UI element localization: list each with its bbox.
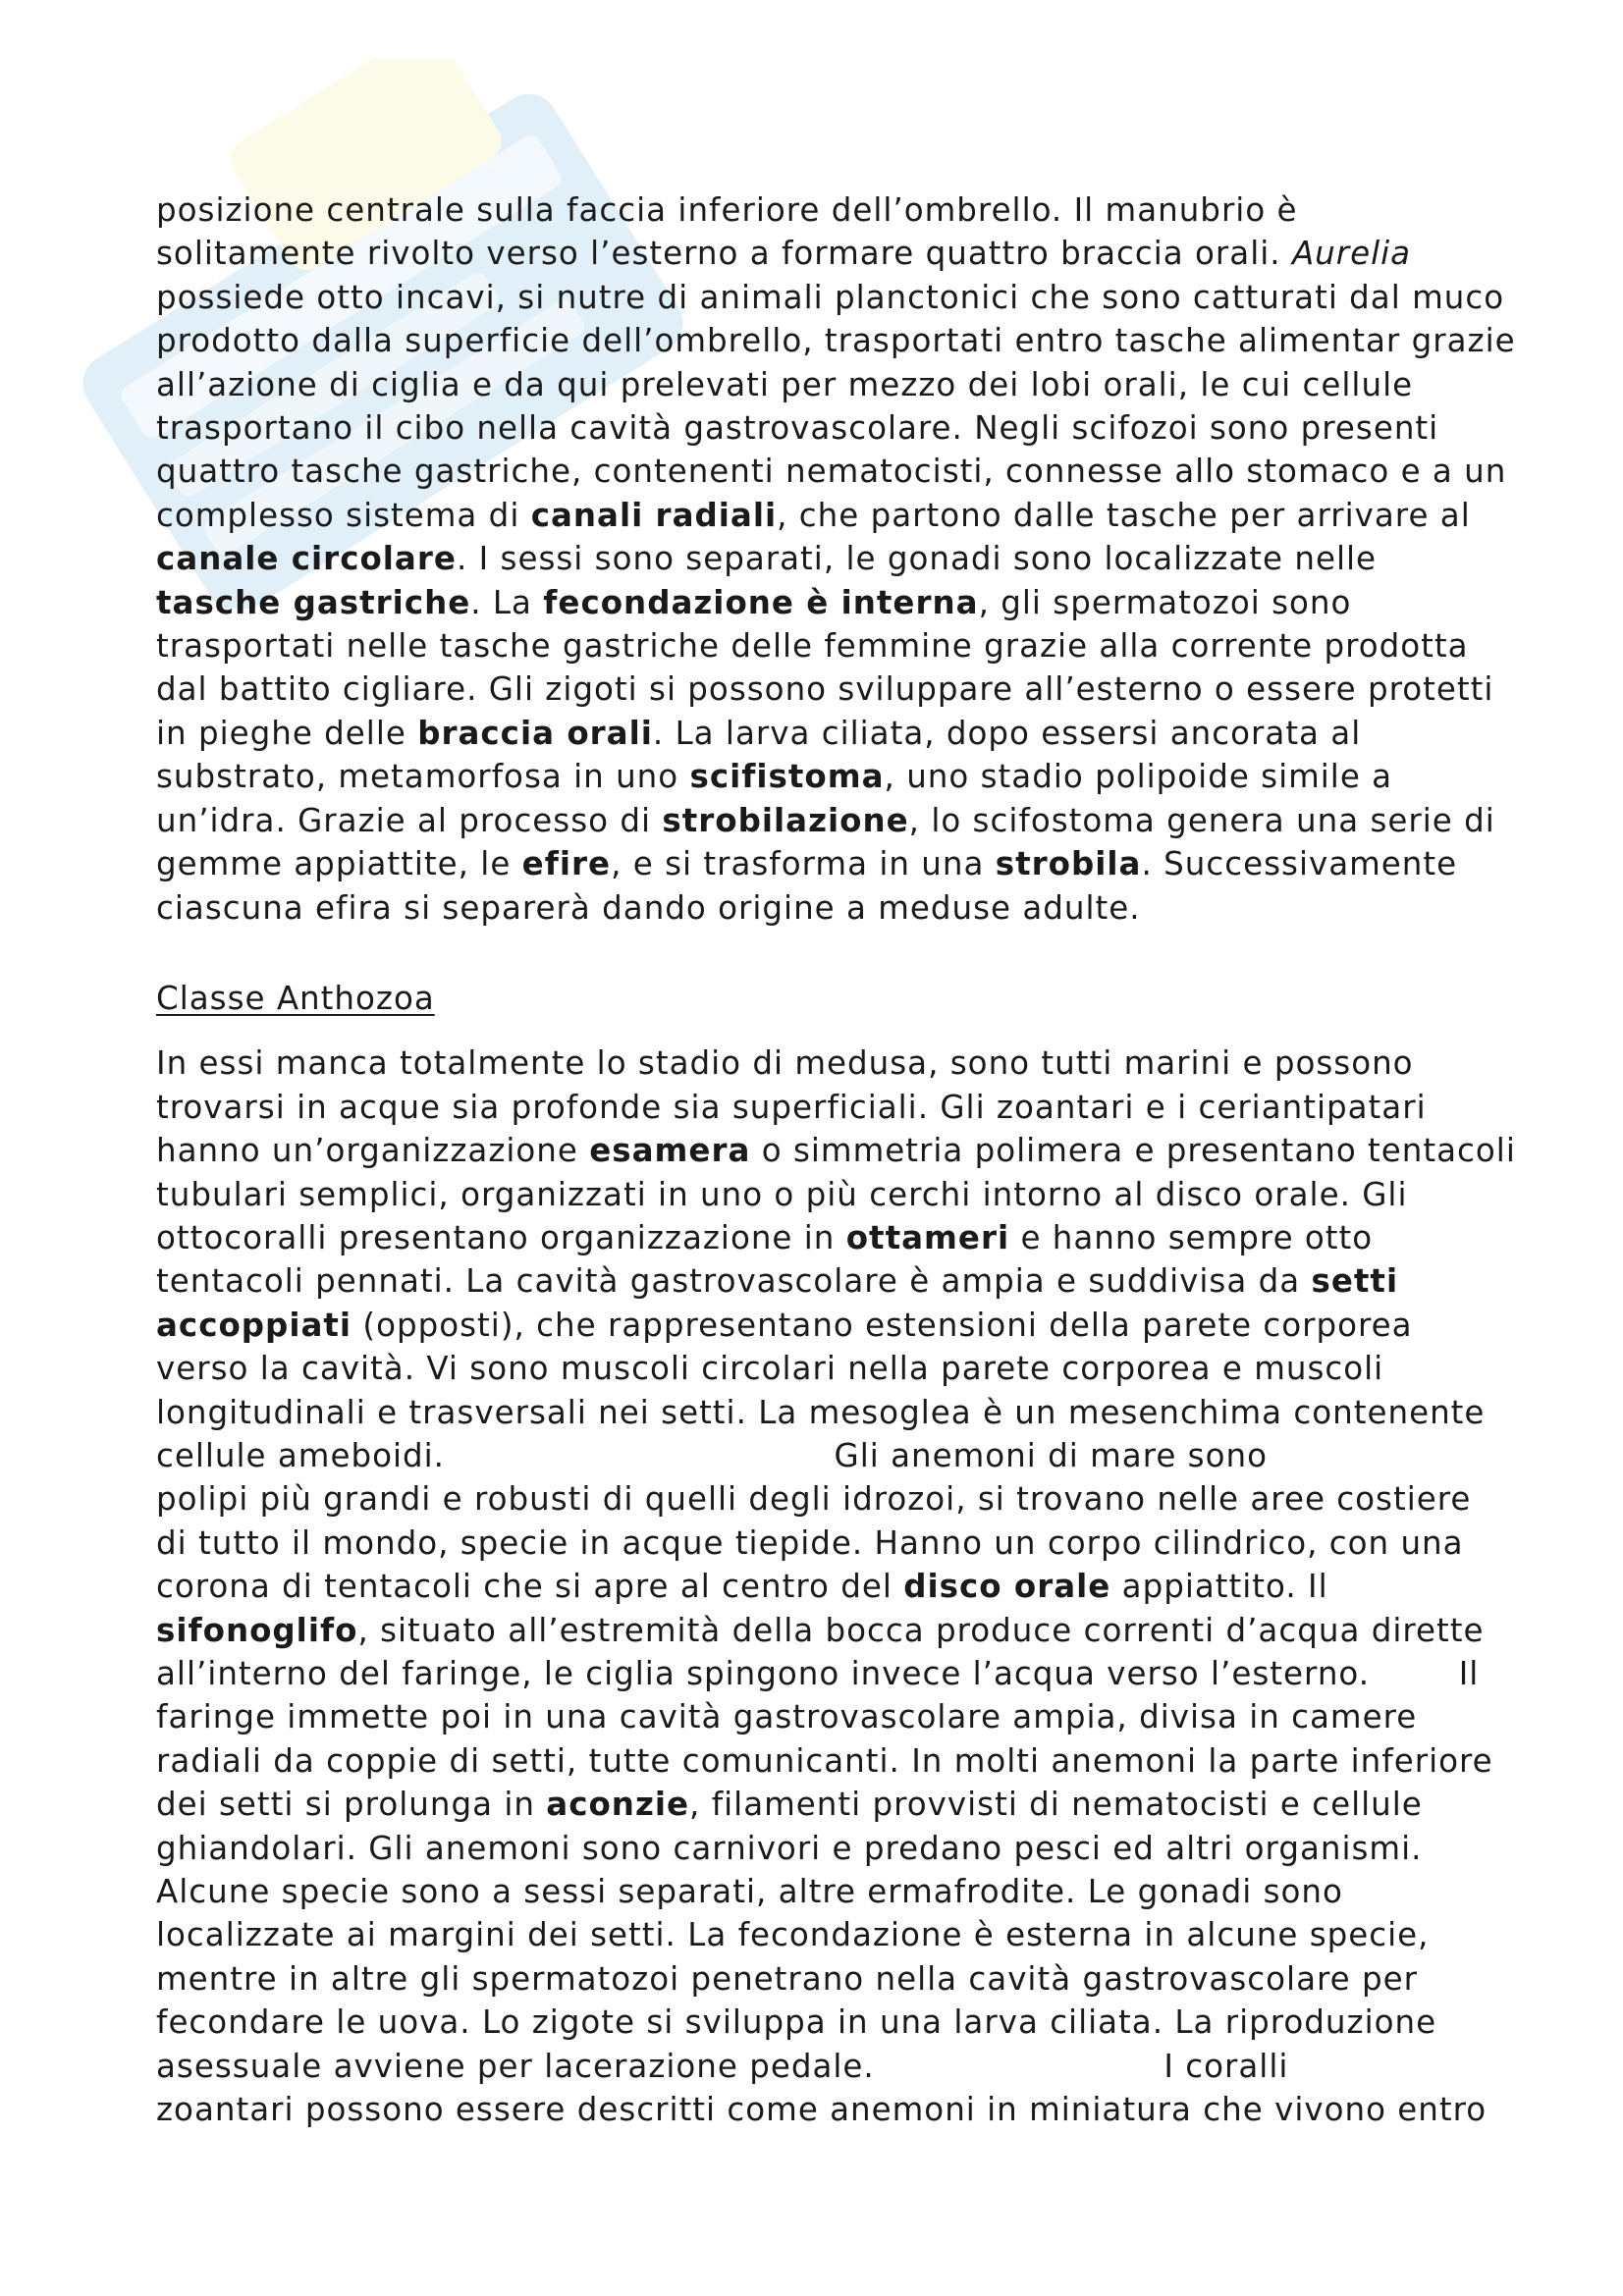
text-line	[156, 1041, 1491, 1085]
paragraph-gap	[156, 930, 1491, 955]
bold-term: canale circolare	[156, 540, 457, 578]
text-run: un’idra. Grazie al processo di	[156, 801, 663, 839]
text-line	[156, 232, 1491, 275]
text-line	[156, 842, 1491, 885]
bold-term: aconzie	[546, 1786, 690, 1824]
bold-term: setti	[1311, 1262, 1399, 1301]
text-line	[156, 406, 1491, 450]
text-run: trasportati nelle tasche gastriche delle femmine grazie alla corrente prodotta	[156, 627, 1469, 666]
text-line	[156, 1652, 1491, 1695]
text-run: . La larva ciliata, dopo essersi ancorata al	[652, 714, 1362, 752]
text-line	[156, 1522, 1491, 1565]
text-run: quattro tasche gastriche, contenenti nematocisti, connesse allo stomaco e a un	[156, 453, 1507, 491]
bold-term: strobilazione	[662, 801, 909, 839]
text-run: , che partono dalle tasche per arrivare al	[777, 496, 1471, 534]
text-run: , situato all’estremità della bocca produce correnti d’acqua dirette	[357, 1611, 1485, 1649]
text-line	[156, 1783, 1491, 1826]
text-run: , filamenti provvisti di nematocisti e cellule	[689, 1786, 1423, 1824]
paragraph-scyphozoa	[156, 188, 1516, 930]
text-run: substrato, metamorfosa in uno	[156, 758, 690, 796]
text-run: prodotto dalla superficie dell’ombrello, trasportati entro tasche alimentar grazie	[156, 322, 1516, 360]
text-run: longitudinali e trasversali nei setti. La mesoglea è un mesenchima contenente	[156, 1393, 1486, 1431]
text-line	[156, 1695, 1491, 1738]
text-run: ciascuna efira si separerà dando origine a meduse adulte.	[156, 888, 1141, 927]
paragraph-anthozoa	[156, 1041, 1516, 2131]
text-run: trovarsi in acque sia profonde sia superficiali. Gli zoantari e i ceriantipatari	[156, 1088, 1427, 1126]
document-page	[156, 188, 1516, 2131]
text-run: asessuale avviene per lacerazione pedale. I coralli	[156, 2047, 1289, 2085]
text-run: all’interno del faringe, le ciglia spingono invece l’acqua verso l’esterno. Il	[156, 1655, 1480, 1692]
text-run: (opposti), che rappresentano estensioni della parete corporea	[352, 1306, 1413, 1344]
text-line	[156, 1304, 1491, 1347]
text-line	[156, 1434, 1491, 1477]
text-run: , e si trasforma in una	[611, 845, 996, 883]
text-run: tubulari semplici, organizzati in uno o più cerchi intorno al disco orale. Gli	[156, 1175, 1408, 1213]
text-line	[156, 755, 1491, 798]
text-run: complesso sistema di	[156, 496, 531, 534]
bold-term: esamera	[589, 1132, 751, 1170]
text-line	[156, 1391, 1491, 1434]
text-run: solitamente rivolto verso l’esterno a formare quattro braccia orali.	[156, 235, 1292, 273]
text-line	[156, 363, 1491, 406]
text-run: faringe immette poi in una cavità gastrovascolare ampia, divisa in camere	[156, 1698, 1418, 1736]
text-line	[156, 2001, 1491, 2044]
text-run: e hanno sempre otto	[1009, 1218, 1374, 1256]
text-run: in pieghe delle	[156, 714, 418, 752]
text-run: ottocoralli presentano organizzazione in	[156, 1218, 846, 1256]
text-run: radiali da coppie di setti, tutte comunicanti. In molti anemoni la parte inferiore	[156, 1741, 1493, 1780]
bold-term: canali radiali	[530, 496, 778, 534]
text-run: dei setti si prolunga in	[156, 1786, 547, 1824]
text-line	[156, 799, 1495, 842]
text-line	[156, 667, 1494, 711]
text-run: o simmetria polimera e presentano tentacoli	[750, 1132, 1516, 1170]
text-line	[156, 624, 1491, 667]
text-line	[156, 1913, 1491, 1956]
text-line	[156, 1565, 1491, 1608]
text-line	[156, 1739, 1491, 1783]
bold-term: disco orale	[903, 1568, 1111, 1606]
section-heading-anthozoa: Classe Anthozoa	[156, 979, 435, 1017]
text-line	[156, 1347, 1491, 1390]
text-line	[156, 1870, 1491, 1913]
text-run: dal battito cigliare. Gli zigoti si possono sviluppare all’esterno o essere protetti	[156, 670, 1494, 709]
text-run: ghiandolari. Gli anemoni sono carnivori e predano pesci ed altri organismi.	[156, 1829, 1423, 1867]
text-run: localizzate ai margini dei setti. La fecondazione è esterna in alcune specie,	[156, 1916, 1430, 1954]
text-line	[156, 537, 1491, 580]
text-run: zoantari possono essere descritti come anemoni in miniatura che vivono entro	[156, 2091, 1488, 2129]
text-line	[156, 1827, 1491, 1870]
text-line	[156, 1129, 1516, 1172]
italic-term: Aurelia	[1291, 235, 1412, 273]
text-line	[156, 1477, 1491, 1521]
text-run: . I sessi sono separati, le gonadi sono localizzate nelle	[456, 540, 1377, 578]
text-run: hanno un’organizzazione	[156, 1132, 590, 1170]
text-run: mentre in altre gli spermatozoi penetrano nella cavità gastrovascolare per	[156, 1959, 1418, 1998]
text-run: possiede otto incavi, si nutre di animali planctonici che sono catturati dal muco	[156, 278, 1505, 316]
text-run: , lo scifostoma genera una serie di	[908, 801, 1495, 839]
text-line	[156, 2088, 1491, 2131]
text-run: verso la cavità. Vi sono muscoli circolari nella parete corporea e muscoli	[156, 1350, 1384, 1388]
text-line	[156, 712, 1491, 755]
text-run: fecondare le uova. Lo zigote si sviluppa in una larva ciliata. La riproduzione	[156, 2003, 1437, 2042]
bold-term: tasche gastriche	[156, 583, 471, 621]
text-run: all’azione di ciglia e da qui prelevati per mezzo dei lobi orali, le cui cellule	[156, 365, 1414, 403]
text-line	[156, 581, 1491, 624]
text-run: polipi più grandi e robusti di quelli degli idrozoi, si trovano nelle aree costiere	[156, 1480, 1472, 1519]
bold-term: sifonoglifo	[156, 1611, 358, 1649]
text-line	[156, 1957, 1491, 2001]
bold-term: braccia orali	[417, 714, 653, 752]
text-run: , gli spermatozoi sono	[978, 583, 1352, 621]
bold-term: fecondazione è interna	[543, 583, 979, 621]
text-run: Alcune specie sono a sessi separati, altre ermafrodite. Le gonadi sono	[156, 1873, 1343, 1911]
text-line	[156, 450, 1507, 493]
text-line	[156, 188, 1491, 232]
bold-term: efire	[521, 845, 612, 883]
text-run: posizione centrale sulla faccia inferiore dell’ombrello. Il manubrio è	[156, 191, 1298, 229]
text-run: trasportano il cibo nella cavità gastrovascolare. Negli scifozoi sono presenti	[156, 409, 1439, 448]
text-run: cellule ameboidi. Gli anemoni di mare sono	[156, 1436, 1268, 1474]
text-line	[156, 494, 1491, 537]
bold-term: scifistoma	[689, 758, 885, 796]
bold-term: strobila	[995, 845, 1142, 883]
text-run: tentacoli pennati. La cavità gastrovascolare è ampia e suddivisa da	[156, 1262, 1312, 1301]
text-run: . Successivamente	[1141, 845, 1458, 883]
text-line	[156, 886, 1491, 930]
text-run: di tutto il mondo, specie in acque tiepide. Hanno un corpo cilindrico, con una	[156, 1523, 1464, 1562]
bold-term: accoppiati	[156, 1306, 352, 1344]
text-run: In essi manca totalmente lo stadio di medusa, sono tutti marini e possono	[156, 1044, 1414, 1083]
text-line	[156, 1259, 1491, 1303]
text-line	[156, 2045, 1491, 2088]
text-line	[156, 276, 1505, 319]
text-run: . La	[470, 583, 544, 621]
text-line	[156, 1609, 1491, 1652]
text-line	[156, 319, 1516, 362]
bold-term: ottameri	[845, 1218, 1010, 1256]
text-line	[156, 1216, 1491, 1259]
text-run: appiattito. Il	[1110, 1568, 1328, 1606]
text-run: gemme appiattite, le	[156, 845, 522, 883]
text-line	[156, 1086, 1491, 1129]
text-line	[156, 1173, 1491, 1216]
text-run: , uno stadio polipoide simile a	[884, 758, 1393, 796]
text-run: corona di tentacoli che si apre al centro del	[156, 1568, 904, 1606]
